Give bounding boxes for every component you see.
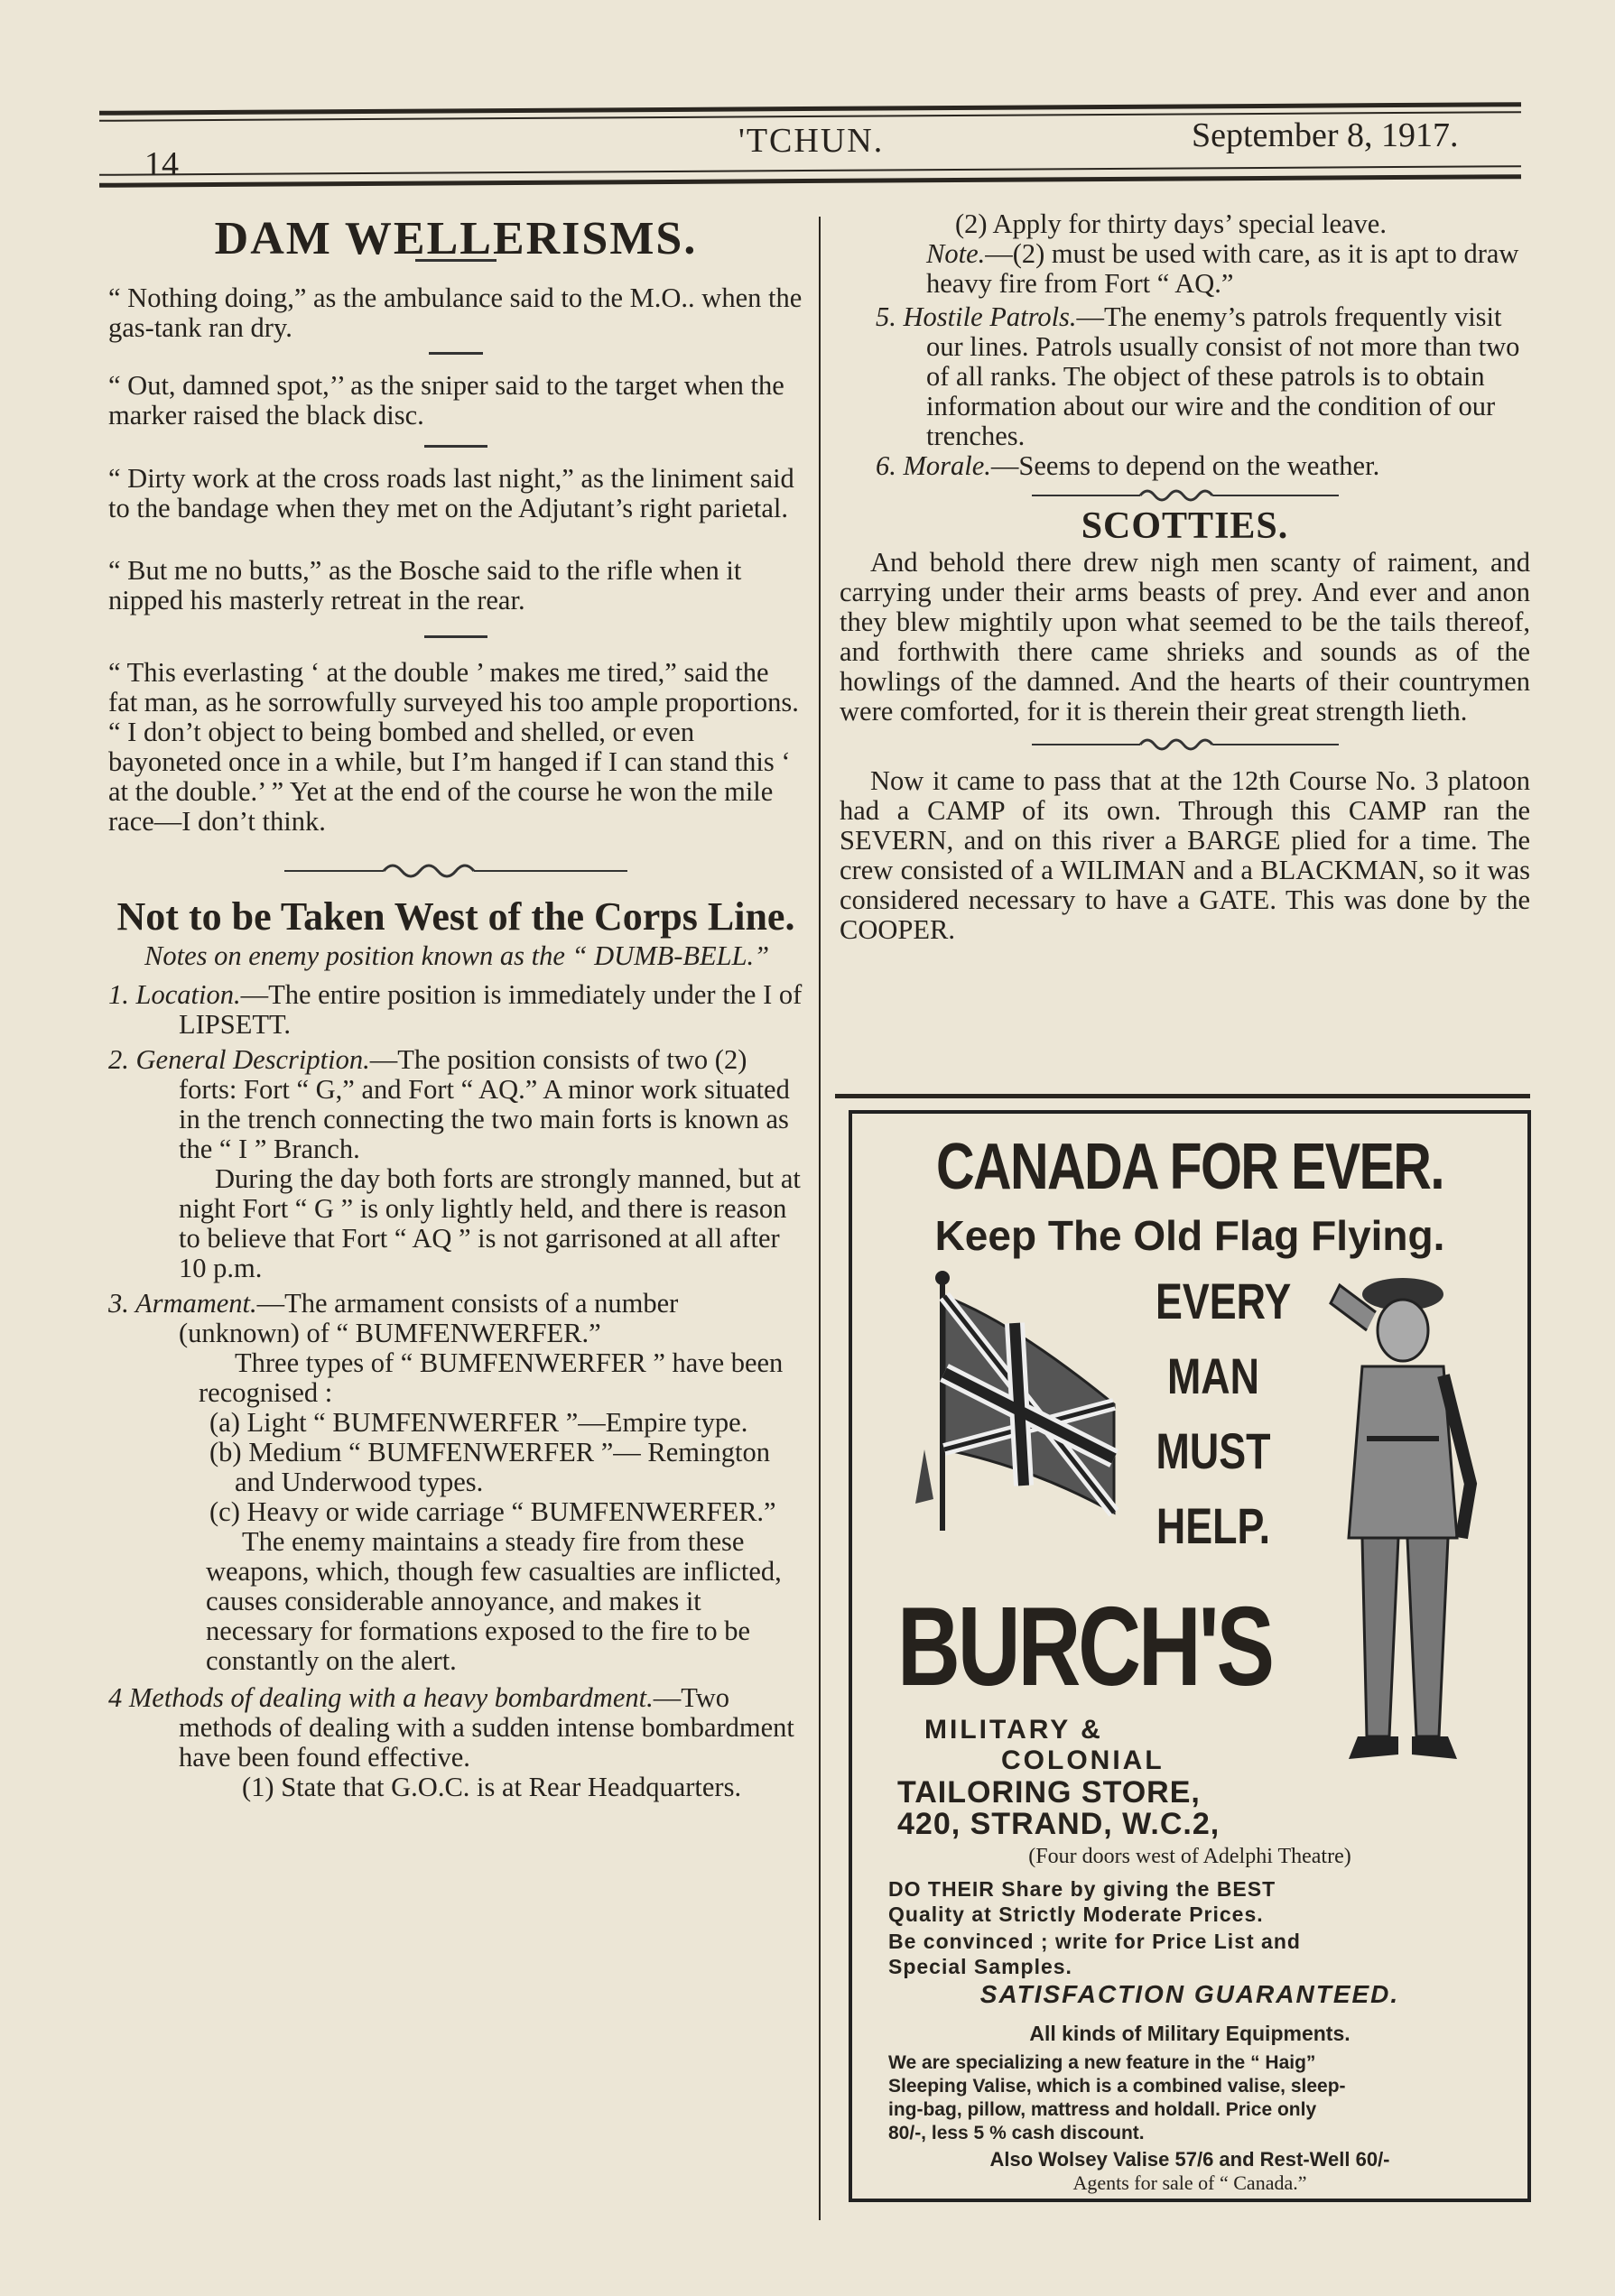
note-label: Note.: [926, 238, 986, 269]
item-text: —The armament consists of a number (unknown) of “ BUMFENWERFER.”: [179, 1288, 679, 1348]
separator: [424, 635, 487, 638]
quote-1: “ Nothing doing,” as the ambulance said to the M.O.. when the gas-tank ran dry.: [108, 282, 803, 343]
ornamental-squiggle-divider: [284, 858, 627, 880]
column-divider: [819, 217, 821, 2220]
ad-tailoring-store: TAILORING STORE,: [897, 1775, 1201, 1810]
header-rule-bottom-thick: [99, 174, 1521, 188]
issue-date: September 8, 1917.: [1192, 116, 1459, 154]
note-paragraph: The enemy maintains a steady fire from these weapons, which, though few casualties are inflicted, causes considerable annoyance, and makes it necessary for formations exposed to the fire to be constantly on the alert.: [206, 1526, 782, 1676]
item-label: 1. Location.: [108, 979, 241, 1010]
publication-title: 'TCHUN.: [738, 122, 885, 160]
item-text: —The enemy’s patrols frequently visit our lines. Patrols usually consist of not more than two of all ranks. The object of these patrols is to obtain information about our wire and the condition of our trenches.: [926, 301, 1520, 451]
item-text: —The entire position is immediately under the I of LIPSETT.: [179, 979, 803, 1040]
notes-intro: Notes on enemy position known as the “ DUMB-BELL.”: [144, 940, 770, 971]
ad-colonial: COLONIAL: [1001, 1745, 1165, 1775]
note-item-armament: [108, 1289, 803, 1348]
ad-equipment: All kinds of Military Equipments.: [1029, 2022, 1350, 2045]
note-caution: [840, 239, 1530, 299]
ad-brand-name: BURCH'S: [897, 1585, 1272, 1709]
quote-4: “ But me no butts,” as the Bosche said to the rifle when it nipped his masterly retreat in the rear.: [108, 555, 742, 616]
advert-top-rule: [835, 1094, 1530, 1098]
ad-subheadline: Keep The Old Flag Flying.: [934, 1212, 1445, 1259]
ad-military: MILITARY &: [924, 1715, 1103, 1745]
item-label: 3. Armament.: [108, 1288, 257, 1319]
note-paragraph: (2) Apply for thirty days’ special leave.: [955, 208, 1387, 239]
ad-valise-4: 80/-, less 5 % cash discount.: [888, 2123, 1145, 2143]
note-item-location: [108, 980, 803, 1040]
note-paragraph: During the day both forts are strongly manned, but at night Fort “ G ” is only lightly held, and there is reason to believe that Fort “ AQ ” is not garrisoned at all after 10 p.m.: [179, 1163, 801, 1283]
ad-every: EVERY: [1156, 1273, 1292, 1329]
ornamental-squiggle-divider: [1032, 736, 1339, 754]
article-title-dam-wellerisms: DAM WELLERISMS.: [214, 213, 698, 264]
item-text: —The position consists of two (2) forts: Fort “ G,” and Fort “ AQ.” A minor work situated in the trench connecting the two main forts is known as the “ I ” Branch.: [179, 1044, 790, 1164]
ad-satisfaction: SATISFACTION GUARANTEED.: [979, 1980, 1400, 2008]
item-label: 2. General Description.: [108, 1044, 370, 1075]
article-title-scotties: SCOTTIES.: [1081, 505, 1289, 547]
item-text: —Seems to depend on the weather.: [990, 450, 1380, 481]
ad-valise-3: ing-bag, pillow, mattress and holdall. Price only: [888, 2099, 1317, 2120]
note-paragraph: Three types of “ BUMFENWERFER ” have been recognised :: [199, 1347, 784, 1408]
article-title-corps-line: Not to be Taken West of the Corps Line.: [116, 894, 795, 939]
armament-type-b: (b) Medium “ BUMFENWERFER ”— Remington and Underwood types.: [209, 1437, 770, 1497]
note-item-general-description: [108, 1045, 803, 1164]
ad-location-note: (Four doors west of Adelphi Theatre): [1028, 1845, 1351, 1868]
item-label: 6. Morale.: [876, 450, 991, 481]
item-label: 4 Methods of dealing with a heavy bombardment.: [108, 1682, 654, 1713]
ad-valise-5: Also Wolsey Valise 57/6 and Rest-Well 60/-: [989, 2148, 1390, 2171]
quote-3: “ Dirty work at the cross roads last night,” as the liniment said to the bandage when they met on the Adjutant’s right parietal.: [108, 463, 794, 523]
ad-line-1: DO THEIR Share by giving the BEST: [888, 1877, 1276, 1901]
armament-type-a: (a) Light “ BUMFENWERFER ”—Empire type.: [209, 1407, 748, 1438]
note-item-morale: [840, 451, 1530, 481]
ad-line-4: Special Samples.: [888, 1955, 1072, 1978]
item-text: —Two methods of dealing with a sudden intense bombardment have been found effective.: [179, 1682, 794, 1773]
left-column: [108, 212, 803, 1802]
item-label: 5. Hostile Patrols.: [876, 301, 1077, 332]
union-jack-flag-icon: [888, 1269, 1150, 1540]
camp-text: Now it came to pass that at the 12th Course No. 3 platoon had a CAMP of its own. Through this CAMP ran the SEVERN, and on this river a BARGE plied for a time. The crew consisted of a WILIMAN and a BLACKMAN, so it was considered necessary to have a GATE. This was done by the COOPER.: [840, 765, 1530, 945]
scotties-text: And behold there drew nigh men scanty of raiment, and carrying under their arms beasts of prey. And ever and anon they blew mightily upon what seemed to be the tails thereof, and forthwith there came shrieks and sounds as of the howlings of the damned. And the hearts of their countrymen were comforted, for it is therein their great strength lieth.: [840, 547, 1530, 727]
ornamental-squiggle-divider: [1032, 486, 1339, 505]
ad-valise-1: We are specializing a new feature in the “ Haig”: [888, 2052, 1316, 2073]
saluting-soldier-illustration-icon: [1313, 1267, 1493, 1773]
ad-address: 420, STRAND, W.C.2,: [897, 1807, 1221, 1841]
ad-help: HELP.: [1156, 1497, 1271, 1554]
armament-type-c: (c) Heavy or wide carriage “ BUMFENWERFER.”: [209, 1496, 776, 1527]
page-number: 14: [144, 145, 179, 183]
ad-headline: CANADA FOR EVER.: [935, 1131, 1444, 1203]
note-text: —(2) must be used with care, as it is apt to draw heavy fire from Fort “ AQ.”: [926, 238, 1519, 299]
ad-line-3: Be convinced ; write for Price List and: [888, 1930, 1301, 1953]
note-paragraph: (1) State that G.O.C. is at Rear Headquarters.: [242, 1772, 742, 1802]
header-rule-bottom: [99, 165, 1521, 176]
burchs-advertisement: [849, 1110, 1531, 2202]
ad-must: MUST: [1156, 1422, 1271, 1479]
ad-line-2: Quality at Strictly Moderate Prices.: [888, 1903, 1264, 1926]
ad-agents: Agents for sale of “ Canada.”: [1072, 2171, 1307, 2194]
separator: [424, 445, 487, 448]
quote-2: “ Out, damned spot,’’ as the sniper said to the target when the marker raised the black disc.: [108, 370, 784, 430]
note-item-hostile-patrols: [840, 302, 1530, 451]
note-item-bombardment: [108, 1683, 803, 1773]
quote-5: “ This everlasting ‘ at the double ’ makes me tired,” said the fat man, as he sorrowfully surveyed his too ample proportions. “ I don’t object to being bombed and shelled, or even bayoneted once in a while, but I’m hanged if I can stand this ‘ at the double.’ ” Yet at the end of the course he won the mile race—I don’t think.: [108, 657, 799, 837]
separator: [429, 352, 483, 355]
ad-man: MAN: [1166, 1347, 1260, 1404]
ad-valise-2: Sleeping Valise, which is a combined valise, sleep-: [888, 2076, 1346, 2097]
right-column: [840, 209, 1530, 945]
